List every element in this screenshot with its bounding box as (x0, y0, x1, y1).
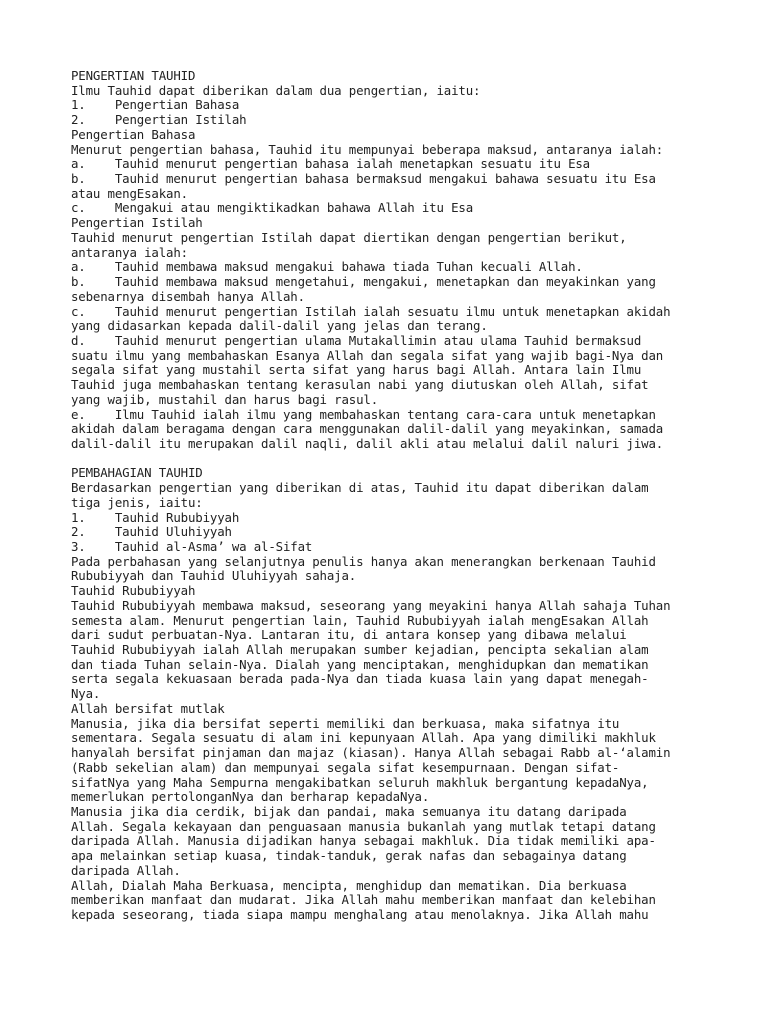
text-line: atau mengEsakan. (71, 185, 188, 201)
text-line: daripada Allah. (71, 862, 181, 878)
text-line: tiga jenis, iaitu: (71, 494, 203, 510)
document-body (71, 69, 711, 923)
text-line: 3. Tauhid al-Asma’ wa al-Sifat (71, 539, 313, 554)
text-line: suatu ilmu yang membahaskan Esanya Allah dan segala sifat yang wajib bagi-Nya dan (71, 347, 664, 363)
text-line: dari sudut perbuatan-Nya. Lantaran itu, di antara konsep yang dibawa melalui (71, 627, 627, 643)
text-line: Manusia jika dia cerdik, bijak dan pandai, maka semuanya itu datang daripada (71, 803, 627, 819)
text-line: Allah, Dialah Maha Berkuasa, mencipta, menghidup dan mematikan. Dia berkuasa (71, 877, 627, 893)
text-line: a. Tauhid membawa maksud mengakui bahawa tiada Tuhan kecuali Allah. (71, 259, 583, 275)
text-line: Allah bersifat mutlak (71, 700, 225, 716)
text-line: antaranya ialah: (71, 244, 188, 260)
text-line: dalil-dalil itu merupakan dalil naqli, dalil akli atau melalui dalil naluri jiwa. (71, 435, 664, 451)
text-line: Pada perbahasan yang selanjutnya penulis hanya akan menerangkan berkenaan Tauhid (71, 553, 656, 569)
text-line: Tauhid Rububiyyah ialah Allah merupakan sumber kejadian, pencipta sekalian alam (71, 642, 649, 658)
text-line: Tauhid Rububiyyah (71, 583, 196, 599)
text-line: segala sifat yang mustahil serta sifat yang harus bagi Allah. Antara lain Ilmu (71, 362, 642, 378)
text-line: semesta alam. Menurut pengertian lain, Tauhid Rububiyyah ialah mengEsakan Allah (71, 612, 649, 628)
text-line: (Rabb sekelian alam) dan mempunyai segala sifat kesempurnaan. Dengan sifat- (71, 759, 620, 775)
text-line: Allah. Segala kekayaan dan penguasaan manusia bukanlah yang mutlak tetapi datang (71, 818, 656, 834)
text-line: memberikan manfaat dan mudarat. Jika Allah mahu memberikan manfaat dan kelebihan (71, 892, 656, 908)
text-line: Manusia, jika dia bersifat seperti memiliki dan berkuasa, maka sifatnya itu (71, 715, 620, 731)
text-line: Nya. (71, 686, 101, 702)
text-line: Menurut pengertian bahasa, Tauhid itu mempunyai beberapa maksud, antaranya ialah: (71, 141, 664, 157)
text-line: c. Mengakui atau mengiktikadkan bahawa Allah itu Esa (71, 200, 474, 216)
text-line: sebenarnya disembah hanya Allah. (71, 288, 305, 304)
text-line: Tauhid Rububiyyah membawa maksud, seseorang yang meyakini hanya Allah sahaja Tuhan (71, 597, 671, 613)
text-line: Ilmu Tauhid dapat diberikan dalam dua pengertian, iaitu: (71, 82, 481, 98)
text-line: a. Tauhid menurut pengertian bahasa ialah menetapkan sesuatu itu Esa (71, 156, 590, 172)
text-line: 1. Pengertian Bahasa (71, 97, 240, 113)
text-line: hanyalah bersifat pinjaman dan majaz (kiasan). Hanya Allah sebagai Rabb al-‘alamin (71, 745, 671, 761)
text-line: yang wajib, mustahil dan harus bagi rasul. (71, 391, 379, 407)
text-line: 1. Tauhid Rububiyyah (71, 509, 240, 525)
text-line: akidah dalam beragama dengan cara menggunakan dalil-dalil yang meyakinkan, samada (71, 421, 664, 437)
text-line: PEMBAHAGIAN TAUHID (71, 465, 203, 481)
text-line: c. Tauhid menurut pengertian Istilah ialah sesuatu ilmu untuk menetapkan akidah (71, 303, 671, 319)
text-line: kepada seseorang, tiada siapa mampu menghalang atau menolaknya. Jika Allah mahu (71, 906, 649, 922)
text-line: b. Tauhid membawa maksud mengetahui, mengakui, menetapkan dan meyakinkan yang (71, 274, 656, 290)
text-line: Tauhid juga membahaskan tentang kerasulan nabi yang diutuskan oleh Allah, sifat (71, 377, 649, 393)
text-line: apa melainkan setiap kuasa, tindak-tanduk, gerak nafas dan sebagainya datang (71, 848, 627, 864)
text-line: yang didasarkan kepada dalil-dalil yang jelas dan terang. (71, 318, 488, 334)
text-line: serta segala kekuasaan berada pada-Nya dan tiada kuasa lain yang dapat menegah- (71, 671, 649, 687)
text-line: daripada Allah. Manusia dijadikan hanya sebagai makhluk. Dia tidak memiliki apa- (71, 833, 656, 849)
text-line: PENGERTIAN TAUHID (71, 68, 196, 83)
text-line: 2. Tauhid Uluhiyyah (71, 524, 232, 540)
section-gap (71, 452, 711, 467)
text-line: b. Tauhid menurut pengertian bahasa bermaksud mengakui bahawa sesuatu itu Esa (71, 171, 656, 187)
text-line: Pengertian Bahasa (71, 126, 196, 142)
text-line: dan tiada Tuhan selain-Nya. Dialah yang menciptakan, menghidupkan dan mematikan (71, 656, 649, 672)
text-line: sifatNya yang Maha Sempurna mengakibatkan seluruh makhluk bergantung kepadaNya, (71, 774, 649, 790)
text-line: e. Ilmu Tauhid ialah ilmu yang membahaskan tentang cara-cara untuk menetapkan (71, 406, 656, 422)
text-line: memerlukan pertolonganNya dan berharap kepadaNya. (71, 789, 430, 805)
text-line: Pengertian Istilah (71, 215, 203, 231)
text-line: Berdasarkan pengertian yang diberikan di atas, Tauhid itu dapat diberikan dalam (71, 480, 649, 496)
text-line: sementara. Segala sesuatu di alam ini kepunyaan Allah. Apa yang dimiliki makhluk (71, 730, 656, 746)
text-line: Tauhid menurut pengertian Istilah dapat diertikan dengan pengertian berikut, (71, 229, 627, 245)
text-line: Rububiyyah dan Tauhid Uluhiyyah sahaja. (71, 568, 357, 584)
text-line: d. Tauhid menurut pengertian ulama Mutakallimin atau ulama Tauhid bermaksud (71, 332, 642, 348)
text-line: 2. Pengertian Istilah (71, 112, 247, 128)
